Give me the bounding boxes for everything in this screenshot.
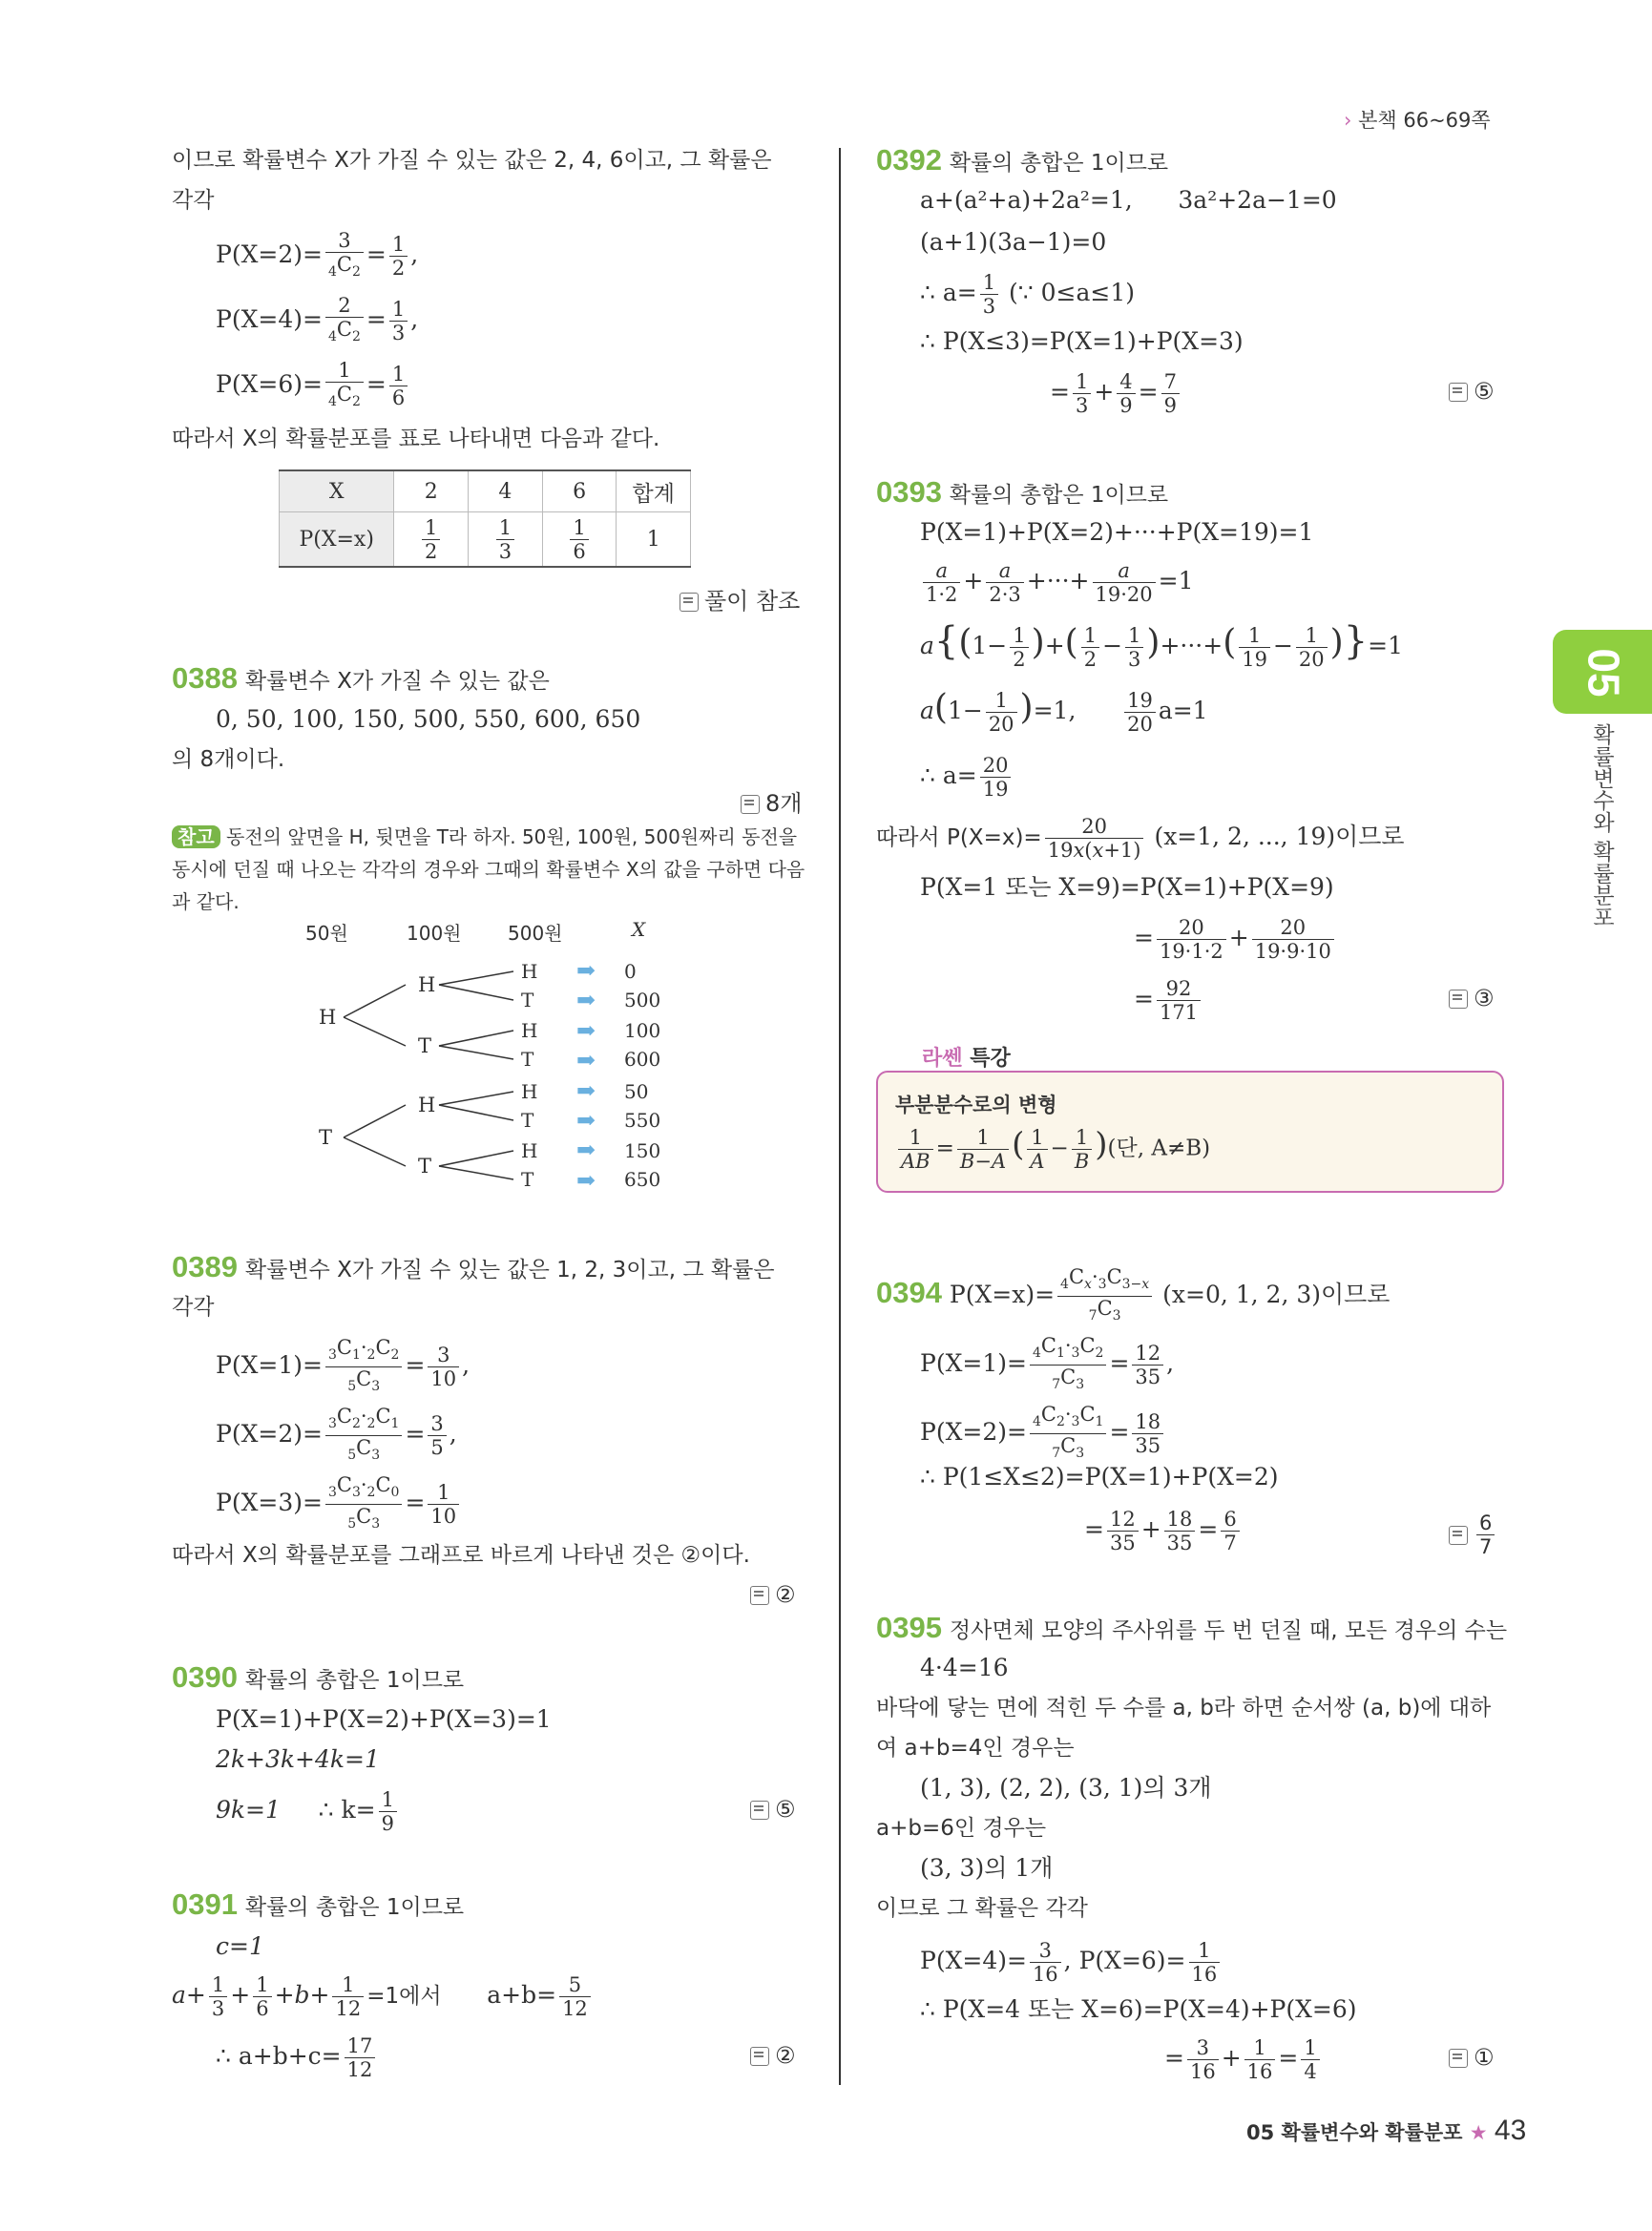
tree-header-100: 100원: [407, 922, 462, 945]
footer-chapter: 05: [1246, 2121, 1275, 2144]
lecture-box-title: 부분분수로의 변형: [895, 1094, 1057, 1116]
prob-x4-label: P(X=4)=: [216, 305, 323, 334]
prob-0389-x1: P(X=1)= $\frac{_3C_1\cdot_2C_2}{_5C_3}$ = $\frac{3}{10}$ ,: [216, 1336, 471, 1395]
table-header-4: 4: [469, 470, 543, 512]
tree-l2-node: H: [418, 973, 436, 996]
tree-l3-node: T: [521, 1168, 534, 1191]
prob-0394-x1: P(X=1)= $\frac{_4C_1\cdot_3C_2}{_7C_3}$ = $\frac{12}{35}$ ,: [920, 1334, 1175, 1393]
chapter-side-title: 확률변수와 확률분포: [1589, 723, 1614, 928]
tree-l3-node: T: [521, 989, 534, 1011]
table-cell: $\frac{1}{3}$: [469, 512, 543, 568]
problem-0395: [876, 1613, 1507, 1646]
problem-0394-l5: = $\frac{12}{35}$ + $\frac{18}{35}$ = $\frac{6}{7}$: [1084, 1508, 1243, 1554]
tree-l1-node: T: [319, 1126, 333, 1149]
chapter-tab[interactable]: [1553, 630, 1652, 714]
tree-x-value: 50: [624, 1080, 649, 1103]
answer-icon: [750, 1586, 769, 1605]
eq-part: (∵ 0≤a≤1): [1009, 279, 1136, 306]
tree-x-value: 500: [624, 989, 661, 1011]
tree-l2-node: T: [418, 1155, 432, 1178]
problem-0393-l3: $\frac{a}{1\cdot 2}$ + $\frac{a}{2\cdot 3}$ +···+ $\frac{a}{19\cdot 20}$ =1: [920, 559, 1194, 606]
prob-0389-x2: P(X=2)= $\frac{_3C_2\cdot_2C_1}{_5C_3}$ = $\frac{3}{5}$ ,: [216, 1405, 457, 1464]
footer-title: 확률변수와 확률분포: [1281, 2121, 1463, 2144]
problem-0390-l2: P(X=1)+P(X=2)+P(X=3)=1: [216, 1705, 552, 1733]
answer-icon: [1449, 1526, 1468, 1545]
problem-0393: [876, 477, 1168, 511]
tree-header-x: X: [632, 918, 646, 941]
problem-number: 0393: [876, 475, 942, 509]
problem-0395-l3: 바닥에 닿는 면에 적힌 두 수를 a, b라 하면 순서쌍 (a, b)에 대하: [876, 1696, 1492, 1720]
page-number: 43: [1494, 2115, 1527, 2146]
tree-header-500: 500원: [508, 922, 563, 945]
problem-0392: [876, 145, 1168, 178]
prob-0389-x3: P(X=3)= $\frac{_3C_3\cdot_2C_0}{_5C_3}$ = $\frac{1}{10}$: [216, 1473, 462, 1535]
answer-icon: [1449, 990, 1468, 1009]
prob-label: P(X=1)=: [920, 1349, 1027, 1378]
answer-0392: [1449, 378, 1495, 405]
answer-icon: [1449, 2049, 1468, 2068]
table-intro: 따라서 X의 확률분포를 표로 나타내면 다음과 같다.: [172, 427, 660, 451]
problem-0395-l6: a+b=6인 경우는: [876, 1816, 1047, 1841]
answer-icon: [680, 593, 699, 612]
problem-number: 0388: [172, 661, 238, 695]
problem-0388-values: 0, 50, 100, 150, 500, 550, 600, 650: [216, 705, 641, 733]
star-icon: ★: [1469, 2121, 1488, 2144]
answer-icon: [741, 795, 760, 814]
answer-0394: $\frac{6}{7}$: [1449, 1512, 1497, 1558]
chapter-tab-number: 05: [1579, 648, 1629, 698]
eq-part: 따라서 P(X=x)=: [876, 825, 1042, 850]
problem-0388-line1: 확률변수 X가 가질 수 있는 값은: [244, 669, 550, 694]
page-reference: [1344, 105, 1491, 134]
lecture-condition: (단, A≠B): [1107, 1136, 1211, 1161]
problem-0395-line1: 정사면체 모양의 주사위를 두 번 던질 때, 모든 경우의 수는: [949, 1618, 1508, 1643]
prob-x6-label: P(X=6)=: [216, 370, 323, 399]
answer-0392-text: ⑤: [1474, 378, 1495, 405]
chevron-right-icon: ›: [1344, 109, 1352, 132]
column-divider: [839, 148, 841, 2085]
eq-part: a=1: [1158, 697, 1208, 724]
eq-part: P(X=x)=: [949, 1281, 1056, 1309]
tree-x-value: 100: [624, 1019, 661, 1042]
note-line3: 과 같다.: [172, 890, 240, 913]
answer-0391-text: ②: [775, 2042, 796, 2069]
eq-part: ∴ a=: [920, 761, 977, 789]
problem-number: 0394: [876, 1276, 942, 1310]
answer-icon: [750, 1801, 769, 1820]
lecture-label: [922, 1042, 1011, 1072]
problem-0390-l4: 9k=1 ∴ k= $\frac{1}{9}$: [216, 1788, 400, 1835]
eq-part: ∴ k=: [318, 1796, 376, 1824]
tree-x-value: 150: [624, 1139, 661, 1162]
answer-0389: [750, 1581, 796, 1608]
lecture-box: [876, 1071, 1504, 1193]
problem-0393-line1: 확률의 총합은 1이므로: [949, 483, 1169, 508]
problem-0389: [172, 1252, 775, 1285]
problem-0392-line1: 확률의 총합은 1이므로: [949, 151, 1169, 176]
problem-0393-l5: a(1− $\frac{1}{20}$ )=1, $\frac{19}{20}$ a=1: [920, 688, 1208, 736]
answer-0388: [741, 784, 802, 818]
note-block: [172, 821, 805, 918]
problem-0392-l4: ∴ a= $\frac{1}{3}$ (∵ 0≤a≤1): [920, 271, 1136, 318]
answer-0387-text: 풀이 참조: [704, 588, 801, 615]
problem-0391-l2: c=1: [216, 1932, 264, 1960]
problem-0395-l11: = $\frac{3}{16}$ + $\frac{1}{16}$ = $\frac{1}{4}$: [1164, 2036, 1323, 2083]
answer-0389-text: ②: [775, 1581, 796, 1608]
problem-0390: [172, 1662, 464, 1696]
tree-l3-node: H: [521, 1019, 538, 1042]
problem-0392-l3: (a+1)(3a−1)=0: [920, 228, 1107, 256]
problem-0391-l3: a+ $\frac{1}{3}$ + $\frac{1}{6}$ +b+ $\frac{1}{12}$ =1에서 a+b= $\frac{5}{12}$: [172, 1973, 594, 2020]
eq-part: (x=0, 1, 2, 3)이므로: [1162, 1281, 1391, 1309]
eq-part: =1에서: [366, 1984, 442, 2009]
tree-l3-node: H: [521, 1080, 538, 1103]
intro-line1: 이므로 확률변수 X가 가질 수 있는 값은 2, 4, 6이고, 그 확률은: [172, 148, 772, 173]
problem-0395-l9: P(X=4)= $\frac{3}{16}$ , P(X=6)= $\frac{1}{16}$: [920, 1939, 1223, 1986]
coin-tree-diagram: [286, 918, 687, 1204]
eq-part: 3a²+2a−1=0: [1178, 186, 1337, 214]
eq-part: (x=1, 2, ..., 19)이므로: [1154, 823, 1405, 850]
problem-0393-l6: ∴ a= $\frac{20}{19}$: [920, 754, 1014, 801]
tree-l1-node: H: [319, 1006, 337, 1029]
problem-number: 0392: [876, 143, 942, 177]
answer-0390: [750, 1796, 796, 1823]
problem-0390-line1: 확률의 총합은 1이므로: [244, 1668, 465, 1693]
tree-l3-node: T: [521, 1048, 534, 1071]
answer-0390-text: ⑤: [775, 1796, 796, 1823]
problem-0394: 0394 P(X=x)= $\frac{_4C_x\cdot_3C_{3-x}}{_7C_3}$ (x=0, 1, 2, 3)이므로: [876, 1265, 1391, 1324]
problem-0395-l2: 4·4=16: [920, 1654, 1009, 1681]
eq-part: P(X=4)=: [920, 1947, 1027, 1974]
problem-0391: [172, 1889, 464, 1923]
page-reference-text: 본책 66~69쪽: [1358, 109, 1491, 132]
arrow-right-icons: ➡ ➡ ➡ ➡ ➡ ➡ ➡ ➡: [576, 957, 596, 1194]
prob-label: P(X=2)=: [920, 1418, 1027, 1447]
tree-l3-node: H: [521, 960, 538, 983]
problem-0393-l4: a{(1− $\frac{1}{2}$ )+( $\frac{1}{2}$ − $\frac{1}{3}$ )+···+( $\frac{1}{19}$ − $\frac{1}{20}$ )}=1: [920, 619, 1404, 671]
prob-x6: P(X=6)= $\frac{1}{_4C_2}$ = $\frac{1}{6}$: [216, 359, 410, 413]
eq-part: , P(X=6)=: [1063, 1947, 1186, 1974]
lecture-formula: $\frac{1}{AB}$ = $\frac{1}{B-A}$ ( $\frac{1}{A}$ − $\frac{1}{B}$ )(단, A≠B): [895, 1126, 1210, 1173]
tree-l3-node: T: [521, 1109, 534, 1132]
eq-part: 9k=1: [216, 1796, 281, 1824]
lecture-title: 특강: [970, 1047, 1011, 1071]
problem-0391-l4: ∴ a+b+c= $\frac{17}{12}$: [216, 2034, 378, 2081]
problem-0389-line1: 확률변수 X가 가질 수 있는 값은 1, 2, 3이고, 그 확률은: [244, 1258, 775, 1282]
prob-x4: P(X=4)= $\frac{2}{_4C_2}$ = $\frac{1}{3}$ ,: [216, 294, 419, 345]
table-header-total: 합계: [617, 470, 691, 512]
tree-x-value: 550: [624, 1109, 661, 1132]
table-cell: $\frac{1}{6}$: [542, 512, 617, 568]
answer-0387: [680, 582, 800, 615]
answer-0395-text: ①: [1474, 2044, 1495, 2071]
problem-0389-conclusion: 따라서 X의 확률분포를 그래프로 바르게 나타낸 것은 ②이다.: [172, 1543, 750, 1568]
prob-label: P(X=1)=: [216, 1351, 323, 1380]
answer-icon: [1449, 383, 1468, 402]
problem-0393-l2: P(X=1)+P(X=2)+···+P(X=19)=1: [920, 518, 1314, 546]
problem-number: 0395: [876, 1611, 942, 1644]
eq-part: a+(a²+a)+2a²=1,: [920, 186, 1133, 214]
note-line2: 동시에 던질 때 나오는 각각의 경우와 그때의 확률변수 X의 값을 구하면 다음: [172, 858, 805, 881]
tree-l2-node: H: [418, 1094, 436, 1116]
table-row-label: P(X=x): [280, 512, 394, 568]
table-header-6: 6: [542, 470, 617, 512]
prob-x2: P(X=2)= $\frac{3}{_4C_2}$ = $\frac{1}{2}$ ,: [216, 229, 419, 281]
eq-part: a+b=: [487, 1981, 557, 2009]
prob-label: P(X=3)=: [216, 1489, 323, 1517]
problem-0395-l5: (1, 3), (2, 2), (3, 1)의 3개: [920, 1774, 1212, 1802]
table-cell-total: 1: [617, 512, 691, 568]
eq-part: ∴ a=: [920, 279, 977, 306]
note-tag: 참고: [172, 825, 220, 848]
eq-part: ∴ a+b+c=: [216, 2042, 342, 2070]
problem-0395-l8: 이므로 그 확률은 각각: [876, 1896, 1088, 1921]
problem-number: 0389: [172, 1250, 238, 1283]
problem-0392-l5: ∴ P(X≤3)=P(X=1)+P(X=3): [920, 327, 1244, 355]
problem-0389-line2: 각각: [172, 1295, 215, 1320]
problem-0393-l7: 따라서 P(X=x)= $\frac{20}{19x(x+1)}$ (x=1, 2, ..., 19)이므로: [876, 815, 1405, 862]
problem-0388: [172, 663, 550, 697]
distribution-table: [279, 469, 691, 568]
answer-0388-text: 8개: [765, 790, 803, 817]
table-cell: $\frac{1}{2}$: [394, 512, 469, 568]
note-line1: 동전의 앞면을 H, 뒷면을 T라 하자. 50원, 100원, 500원짜리 동전을: [226, 825, 798, 848]
tree-l3-node: H: [521, 1139, 538, 1162]
lecture-brand: 라쎈: [922, 1047, 963, 1071]
tree-x-value: 0: [624, 960, 637, 983]
answer-icon: [750, 2047, 769, 2066]
problem-0392-l2: [920, 185, 1337, 216]
answer-0393-text: ③: [1474, 985, 1495, 1011]
problem-0393-l10: = $\frac{92}{171}$: [1134, 977, 1203, 1024]
answer-0391: [750, 2042, 796, 2069]
problem-number: 0391: [172, 1887, 238, 1921]
problem-0394-l4: ∴ P(1≤X≤2)=P(X=1)+P(X=2): [920, 1463, 1279, 1491]
problem-0390-l3: 2k+3k+4k=1: [216, 1745, 380, 1773]
problem-0393-l9: = $\frac{20}{19\cdot 1\cdot 2}$ + $\frac{20}{19\cdot 9\cdot 10}$: [1134, 916, 1337, 963]
prob-x2-label: P(X=2)=: [216, 240, 323, 269]
tree-x-value: 600: [624, 1048, 661, 1071]
problem-number: 0390: [172, 1660, 238, 1694]
problem-0392-l6: = $\frac{1}{3}$ + $\frac{4}{9}$ = $\frac{7}{9}$: [1050, 370, 1182, 417]
problem-0391-line1: 확률의 총합은 1이므로: [244, 1895, 465, 1920]
table-header-2: 2: [394, 470, 469, 512]
answer-0395: [1449, 2044, 1495, 2071]
problem-0388-line2: 의 8개이다.: [172, 747, 285, 772]
problem-0393-l8: P(X=1 또는 X=9)=P(X=1)+P(X=9): [920, 873, 1334, 901]
answer-0393: [1449, 985, 1495, 1011]
table-header-x: X: [280, 470, 394, 512]
problem-0395-l7: (3, 3)의 1개: [920, 1854, 1054, 1882]
problem-0395-l4: 여 a+b=4인 경우는: [876, 1736, 1075, 1761]
tree-l2-node: T: [418, 1034, 432, 1057]
tree-header-50: 50원: [305, 922, 348, 945]
prob-label: P(X=2)=: [216, 1420, 323, 1449]
intro-line2: 각각: [172, 188, 215, 213]
tree-x-value: 650: [624, 1168, 661, 1191]
prob-0394-x2: P(X=2)= $\frac{_4C_2\cdot_3C_1}{_7C_3}$ = $\frac{18}{35}$: [920, 1403, 1166, 1465]
problem-0395-l10: ∴ P(X=4 또는 X=6)=P(X=4)+P(X=6): [920, 1995, 1357, 2023]
footer: [1246, 2115, 1526, 2147]
